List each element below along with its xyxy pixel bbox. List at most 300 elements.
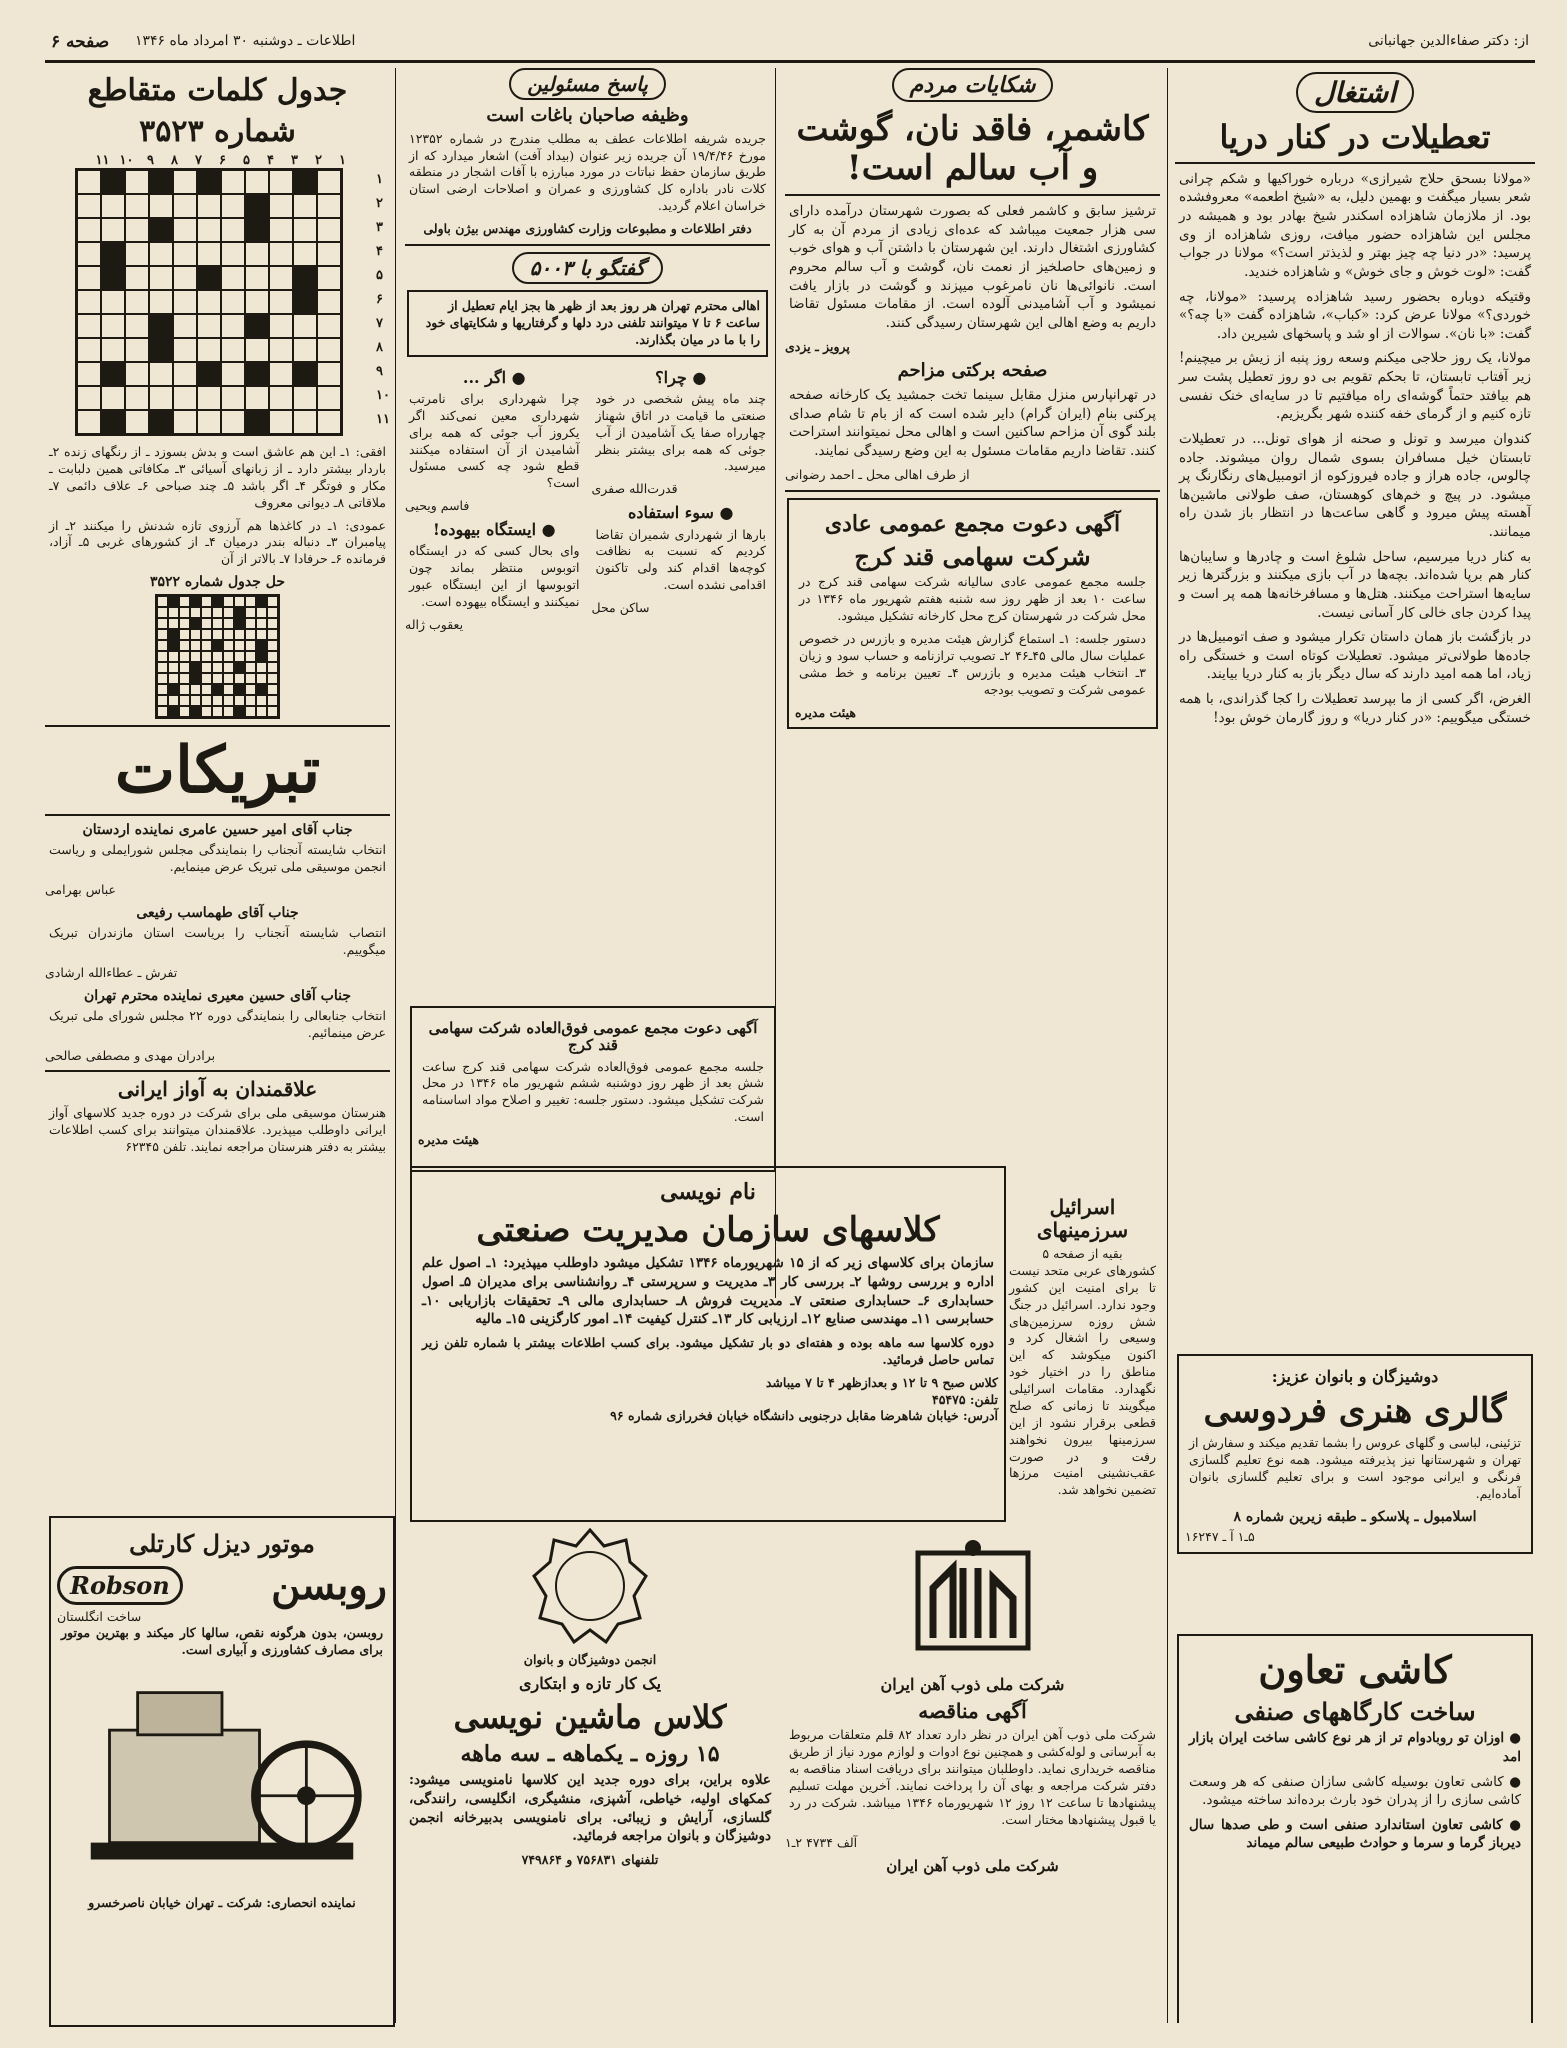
crossword-cell: [190, 607, 201, 618]
crossword-cell: [168, 629, 179, 640]
crossword-cell[interactable]: [125, 338, 149, 362]
crossword-cell: [179, 618, 190, 629]
crossword-cell: [157, 607, 168, 618]
crossword-cell: [201, 706, 212, 717]
crossword-cell[interactable]: [173, 410, 197, 434]
crossword-cell[interactable]: [77, 410, 101, 434]
column-rule: [1167, 68, 1168, 2023]
crossword-cell: [234, 651, 245, 662]
crossword-cell[interactable]: [77, 242, 101, 266]
crossword-cell: [256, 596, 267, 607]
crossword-cell[interactable]: [101, 290, 125, 314]
crossword-cell: [212, 618, 223, 629]
crossword-cell[interactable]: [293, 314, 317, 338]
crossword-cell[interactable]: [197, 410, 221, 434]
crossword-cell[interactable]: [125, 362, 149, 386]
crossword-cell[interactable]: [221, 266, 245, 290]
crossword-cell[interactable]: [125, 314, 149, 338]
crossword-cell: [201, 607, 212, 618]
crossword-cell[interactable]: [293, 410, 317, 434]
crossword-cell: [245, 695, 256, 706]
crossword-cell: [256, 640, 267, 651]
crossword-cell[interactable]: [125, 218, 149, 242]
israel-sub: بقیه از صفحه ۵: [1042, 1246, 1123, 1261]
page-label: صفحه ۶: [51, 32, 110, 52]
emblem-text: انجمن دوشیزگان و بانوان: [523, 1652, 657, 1667]
sub-body: در تهرانپارس منزل مقابل سینما تخت جمشید یک کارخانه صفحه پرکنی بنام (ایران گرام) دایر شده است که از بام تا شام صدای بلند گوی آن مزاحم ساکنین است و اهالی محل نمیتوانند استراحت کنند. تقاضا داریم مقامات مسئول به این وضع رسیدگی نمایند.: [789, 387, 1156, 459]
phone-talk-logo: گفتگو با ۵۰۰۳: [512, 252, 664, 284]
crossword-cell: [245, 640, 256, 651]
class-phone: تلفن: ۴۵۴۷۵: [932, 1391, 998, 1407]
crossword-cell[interactable]: [245, 194, 269, 218]
crossword-cell: [223, 695, 234, 706]
crossword-cell: [256, 662, 267, 673]
crossword-cell: [201, 695, 212, 706]
class-title: کلاسهای سازمان مدیریت صنعتی: [476, 1210, 940, 1251]
crossword-cell: [190, 673, 201, 684]
crossword-cell[interactable]: [77, 362, 101, 386]
article-paragraph: وقتیکه دوباره بحضور رسید شاهزاده پرسید: «مولانا، چه خوردی؟» مولانا عرض کرد: «کباب»، شاهزاده گفت «با چه؟» گفت: «با نان». سوالات از او شد و پاسخهای شیرین داد.: [1179, 288, 1531, 342]
crossword-cell[interactable]: [293, 218, 317, 242]
crossword-cell[interactable]: [245, 170, 269, 194]
why-heading: ● چرا؟: [655, 367, 707, 387]
tarkiat-sig: برادران مهدی و مصطفی صالحی: [45, 1047, 216, 1063]
crossword-cell: [212, 629, 223, 640]
row-number: ۵: [376, 268, 384, 283]
tarkiat-body: انتخاب جنابعالی را بنمایندگی دوره ۲۲ مجلس شورای ملی تبریک عرض مینمائیم.: [49, 1007, 386, 1040]
crossword-cell[interactable]: [149, 170, 173, 194]
crossword-cell[interactable]: [173, 266, 197, 290]
crossword-cell[interactable]: [221, 194, 245, 218]
crossword-cell[interactable]: [149, 290, 173, 314]
crossword-cell: [168, 640, 179, 651]
crossword-cell[interactable]: [173, 218, 197, 242]
crossword-cell[interactable]: [197, 290, 221, 314]
crossword-cell: [190, 629, 201, 640]
crossword-cell[interactable]: [101, 386, 125, 410]
crossword-cell: [157, 651, 168, 662]
robson-title: موتور دیزل کارتلی: [129, 1529, 315, 1558]
crossword-cell: [179, 673, 190, 684]
crossword-cell[interactable]: [197, 314, 221, 338]
crossword-cell[interactable]: [221, 362, 245, 386]
crossword-cell[interactable]: [173, 386, 197, 410]
crossword-cell: [245, 607, 256, 618]
crossword-cell[interactable]: [149, 410, 173, 434]
col-number: ۴: [267, 153, 274, 168]
crossword-cell: [168, 596, 179, 607]
crossword-cell[interactable]: [317, 314, 341, 338]
crossword-cell: [157, 695, 168, 706]
crossword-cell: [157, 640, 168, 651]
crossword-cell[interactable]: [269, 410, 293, 434]
crossword-cell: [223, 662, 234, 673]
crossword-cell: [234, 607, 245, 618]
crossword-cell: [212, 607, 223, 618]
crossword-cell[interactable]: [197, 170, 221, 194]
crossword-cell: [212, 651, 223, 662]
column-1: [1175, 68, 1535, 2023]
crossword-cell[interactable]: [269, 386, 293, 410]
article-title: تعطیلات در کنار دریا: [1219, 118, 1491, 156]
crossword-cell[interactable]: [77, 386, 101, 410]
col-number: ۹: [147, 153, 154, 168]
crossword-cell: [212, 596, 223, 607]
extraordinary-meeting-ad: [410, 1006, 776, 1172]
crossword-cell: [234, 640, 245, 651]
crossword-cell[interactable]: [293, 362, 317, 386]
complaint-signature: پرویز ـ یزدی: [785, 338, 850, 354]
crossword-cell: [201, 651, 212, 662]
crossword-cell[interactable]: [245, 290, 269, 314]
crossword-cell[interactable]: [101, 362, 125, 386]
row-number: ۴: [376, 244, 384, 259]
crossword-cell: [256, 673, 267, 684]
engine-illustration: [72, 1667, 372, 1887]
crossword-cell: [201, 618, 212, 629]
crossword-cell: [223, 706, 234, 717]
crossword-cell: [190, 695, 201, 706]
crossword-cell[interactable]: [101, 170, 125, 194]
ad-company: شرکت سهامی قند کرج: [854, 541, 1091, 571]
typing-subtitle: ۱۵ روزه ـ یکماهه ـ سه ماهه: [460, 1741, 720, 1768]
crossword-cell[interactable]: [77, 314, 101, 338]
crossword-cell: [267, 673, 278, 684]
crossword-cell[interactable]: [293, 290, 317, 314]
crossword-cell[interactable]: [221, 314, 245, 338]
crossword-cell[interactable]: [221, 170, 245, 194]
crossword-cell[interactable]: [125, 266, 149, 290]
crossword-number: شماره ۳۵۲۳: [139, 113, 296, 149]
crossword-cell: [179, 629, 190, 640]
crossword-cell[interactable]: [221, 338, 245, 362]
tarkiat-title: تبریکات: [114, 733, 321, 809]
crossword-cell[interactable]: [245, 314, 269, 338]
crossword-cell[interactable]: [269, 338, 293, 362]
crossword-cell: [190, 706, 201, 717]
robson-footer: نماینده انحصاری: شرکت ـ تهران خیابان ناصرخسرو: [88, 1895, 356, 1911]
crossword-cell[interactable]: [269, 362, 293, 386]
crossword-cell: [256, 629, 267, 640]
crossword-cell: [212, 673, 223, 684]
crossword-cell[interactable]: [317, 290, 341, 314]
crossword-cell[interactable]: [269, 266, 293, 290]
complaint-headline: کاشمر، فاقد نان، گوشت و آب سالم است!: [796, 109, 1149, 189]
crossword-cell: [157, 596, 168, 607]
crossword-cell[interactable]: [197, 194, 221, 218]
crossword-cell[interactable]: [173, 242, 197, 266]
crossword-cell: [267, 596, 278, 607]
crossword-cell: [245, 684, 256, 695]
gallery-ad: [1177, 1354, 1533, 1554]
crossword-cell[interactable]: [101, 266, 125, 290]
crossword-cell[interactable]: [125, 386, 149, 410]
tile-subtitle: ساخت کارگاههای صنفی: [1234, 1696, 1476, 1726]
crossword-cell[interactable]: [317, 242, 341, 266]
ad-title: آگهی دعوت مجمع عمومی عادی: [824, 510, 1121, 537]
crossword-cell: [234, 684, 245, 695]
crossword-cell: [190, 684, 201, 695]
crossword-grid[interactable]: [75, 168, 343, 436]
crossword-cell[interactable]: [77, 266, 101, 290]
crossword-cell: [201, 673, 212, 684]
management-class-ad: [410, 1166, 1006, 1522]
crossword-cell[interactable]: [293, 338, 317, 362]
crossword-cell: [267, 706, 278, 717]
crossword-cell: [212, 640, 223, 651]
complaint-body: ترشیز سابق و کاشمر فعلی که بصورت شهرستان درآمده دارای سی هزار جمعیت میباشد که عده‌ای زیادی از مردم آن به کار کشاورزی اشتغال دارند. این شهرستان با داشتن آب و هوای خوب و زمین‌های حاصلخیز از نعمت نان، گوشت و آب سالم محروم است. نانوائی‌ها نان نامرغوب میپزند و گوشت در بازار یافت نمیشود و آب آشامیدنی آلوده است. از مقامات مسئول تقاضا داریم به وضع اهالی این شهرستان رسیدگی کنند.: [789, 203, 1156, 331]
ad-title: آگهی دعوت مجمع عمومی فوق‌العاده شرکت سهامی قند کرج: [428, 1019, 758, 1055]
response-headline: وظیفه صاحبان باغات است: [486, 105, 689, 126]
tile-item: ● اوزان تو روبادوام تر از هر نوع کاشی ساخت ایران بازار امد: [1189, 1730, 1521, 1765]
crossword-cell[interactable]: [125, 410, 149, 434]
crossword-cell[interactable]: [125, 290, 149, 314]
crossword-cell[interactable]: [77, 218, 101, 242]
col-number: ۵: [243, 153, 250, 168]
station-heading: ● ایستگاه بیهوده!: [432, 520, 556, 540]
crossword-cell[interactable]: [317, 170, 341, 194]
crossword-cell: [245, 596, 256, 607]
crossword-cell[interactable]: [149, 314, 173, 338]
article-paragraph: در بازگشت باز همان داستان تکرار میشود و صف اتومبیل‌ها در جاده‌ها طولانی‌تر میشود. تعطیلات کوتاه است و خستگی راه زیاد، اما همه امید دارند که سال دیگر باز به کنار دریا بیایند.: [1179, 629, 1531, 683]
author-top: از: دکتر صفاءالدین جهانبانی: [1368, 33, 1529, 49]
crossword-cell: [267, 662, 278, 673]
crossword-cell[interactable]: [317, 194, 341, 218]
crossword-cell: [234, 629, 245, 640]
crossword-cell[interactable]: [173, 194, 197, 218]
crossword-cell[interactable]: [197, 266, 221, 290]
crossword-cell[interactable]: [317, 266, 341, 290]
crossword-cell[interactable]: [221, 290, 245, 314]
music-title: علاقمندان به آواز ایرانی: [117, 1077, 318, 1102]
crossword-cell[interactable]: [269, 170, 293, 194]
col-number: ۲: [315, 153, 322, 168]
crossword-cell[interactable]: [245, 338, 269, 362]
col-number: ۱۱: [95, 153, 110, 168]
crossword-cell[interactable]: [269, 194, 293, 218]
crossword-cell: [190, 651, 201, 662]
tile-name: کاشی تعاون: [1258, 1647, 1452, 1692]
crossword-cell[interactable]: [173, 314, 197, 338]
crossword-cell: [267, 629, 278, 640]
crossword-cell: [267, 607, 278, 618]
sub-signature: از طرف اهالی محل ـ احمد رضوانی: [785, 466, 970, 482]
crossword-cell[interactable]: [317, 410, 341, 434]
gallery-intro: دوشیزگان و بانوان عزیز:: [1271, 1367, 1439, 1386]
crossword-cell[interactable]: [293, 194, 317, 218]
class-hours: کلاس صبح ۹ تا ۱۲ و بعدازظهر ۴ تا ۷ میباشد: [765, 1374, 998, 1390]
crossword-cell: [179, 607, 190, 618]
crossword-cell[interactable]: [317, 338, 341, 362]
crossword-cell: [179, 706, 190, 717]
crossword-cell: [179, 695, 190, 706]
crossword-cell[interactable]: [293, 242, 317, 266]
crossword-cell[interactable]: [173, 362, 197, 386]
ad-agenda: دستور جلسه: ۱ـ استماع گزارش هیئت مدیره و بازرس در خصوص عملیات سال مالی ۴۵ـ۴۶ ۲ـ تصویب ترازنامه و حساب سود و زیان ۳ـ انتخاب هیئت مدیره و بازرس ۴ـ تعیین برنامه و خط مشی عمومی شرکت و تصویب بودجه: [799, 631, 1147, 697]
robson-subtitle: ساخت انگلستان: [57, 1608, 142, 1624]
crossword-cell: [212, 684, 223, 695]
tarkiat-sig: تفرش ـ عطاءالله ارشادی: [45, 964, 178, 980]
column-rule: [395, 68, 396, 2023]
iron-body: شرکت ملی ذوب آهن ایران در نظر دارد تعداد ۸۲ قلم متعلقات مربوط به آبرسانی و لوله‌کشی و همچنین نوع ادوات و لوازم مورد نیاز از طریق مناقصه خریداری نماید. داوطلبان میتوانند برای دریافت اسناد مناقصه به دفتر شرکت مراجعه و بهای آن را پرداخت نمایند. آخرین مهلت تسلیم پیشنهادها تا ساعت ۱۲ روز ۱۲ شهریورماه ۱۳۴۶ میباشد. شرکت در رد یا قبول پیشنهادها مختار است.: [789, 1727, 1157, 1827]
crossword-cell: [168, 651, 179, 662]
iron-code: آلف ۴۷۳۴ ۲ـ۱: [785, 1834, 858, 1850]
row-number: ۳: [376, 220, 384, 235]
crossword-cell[interactable]: [269, 218, 293, 242]
responses-logo: پاسخ مسئولین: [509, 68, 666, 100]
crossword-cell[interactable]: [149, 218, 173, 242]
crossword-cell: [157, 618, 168, 629]
crossword-cell: [168, 607, 179, 618]
crossword-cell: [157, 684, 168, 695]
class-address: آدرس: خیابان شاهرضا مقابل درجنوبی دانشگاه خیابان فخررازی شماره ۹۶: [610, 1408, 998, 1424]
crossword-cell: [201, 629, 212, 640]
crossword-cell[interactable]: [149, 266, 173, 290]
phone-talk-box: اهالی محترم تهران هر روز بعد از ظهر ها بجز ایام تعطیل از ساعت ۶ تا ۷ میتوانند تلفنی درد دلها و گرفتاریها و شکایتهای خود را با ما در میان بگذارند.: [407, 290, 768, 357]
crossword-cell: [223, 629, 234, 640]
col-number: ۸: [171, 153, 178, 168]
crossword-cell[interactable]: [173, 170, 197, 194]
response-signature: دفتر اطلاعات و مطبوعات وزارت کشاورزی مهندس بیژن باولی: [423, 221, 752, 237]
signature: فاسم ویحیی: [405, 498, 470, 514]
crossword-cell: [157, 629, 168, 640]
signature: یعقوب ژاله: [405, 616, 464, 632]
crossword-cell: [245, 662, 256, 673]
crossword-cell: [168, 618, 179, 629]
crossword-cell[interactable]: [77, 338, 101, 362]
crossword-cell[interactable]: [197, 386, 221, 410]
crossword-cell[interactable]: [101, 338, 125, 362]
crossword-cell: [267, 651, 278, 662]
crossword-cell[interactable]: [293, 266, 317, 290]
crossword-cell: [234, 706, 245, 717]
crossword-cell: [267, 684, 278, 695]
crossword-cell[interactable]: [77, 170, 101, 194]
article-paragraph: «مولانا بسحق حلاج شیرازی» درباره خوراکیها و شکم چرانی شعر بسیار میگفت و بهمین دلیل، به «شیخ اطعمه» معروفشده بود. از ملازمان شاهزاده اسکندر شیخ بهادر بود و همیشه در مجلس این شاهزاده حضور میافت، روزی شاهزاده از وی پرسید: «در دنیا چه چیز بهتر و لذیذتر است؟» مولانا در جواب گفت: «لوت خوش و جای خوش» و شاهزاده خندید.: [1179, 170, 1531, 280]
crossword-cell[interactable]: [317, 386, 341, 410]
crossword-cell: [267, 640, 278, 651]
crossword-cell: [201, 640, 212, 651]
crossword-cell[interactable]: [77, 290, 101, 314]
crossword-cell[interactable]: [197, 362, 221, 386]
crossword-cell[interactable]: [173, 338, 197, 362]
robson-brand-fa: روبسن: [271, 1561, 387, 1609]
crossword-cell[interactable]: [293, 386, 317, 410]
crossword-cell: [223, 607, 234, 618]
crossword-cell: [245, 673, 256, 684]
crossword-cell[interactable]: [149, 242, 173, 266]
article-paragraph: کندوان میرسد و تونل و صحنه از هوای تونل... در تعطیلات تابستان خیل مسافران بسوی شمال روان میشوند. جاده چالوس، جاده هراز و جاده فیروزکوه از اتومبیل‌های رنگارنگ پر میشود. در پیچ و خم‌های کوهستان، صف طولانی ماشین‌ها آهسته پیش میرود و گاهی ساعت‌ها در انتظار باز شدن راه میمانند.: [1179, 430, 1531, 541]
crossword-cell[interactable]: [245, 362, 269, 386]
tile-ad: [1177, 1634, 1533, 2023]
crossword-cell: [223, 673, 234, 684]
ad-body: جلسه مجمع عمومی فوق‌العاده شرکت سهامی قند کرج ساعت شش بعد از ظهر روز دوشنبه ششم شهریور ماه ۱۳۴۶ در محل شرکت تشکیل میشود. دستور جلسه: تغییر و اصلاح مواد اساسنامه است.: [422, 1058, 764, 1125]
crossword-cell[interactable]: [245, 242, 269, 266]
crossword-cell: [168, 695, 179, 706]
crossword-cell: [201, 684, 212, 695]
crossword-cell: [179, 596, 190, 607]
ad-footer: هیئت مدیره: [418, 1132, 479, 1147]
crossword-cell: [212, 706, 223, 717]
crossword-cell[interactable]: [149, 338, 173, 362]
crossword-cell[interactable]: [293, 170, 317, 194]
crossword-cell[interactable]: [245, 266, 269, 290]
crossword-cell[interactable]: [221, 242, 245, 266]
crossword-cell[interactable]: [317, 218, 341, 242]
crossword-cell: [234, 695, 245, 706]
crossword-cell[interactable]: [245, 218, 269, 242]
typing-class-ad: [405, 1520, 775, 2020]
sugar-general-meeting-ad: [787, 498, 1158, 730]
crossword-cell[interactable]: [101, 314, 125, 338]
crossword-cell[interactable]: [221, 410, 245, 434]
tarkiat-body: انتصاب شایسته آنجناب را بریاست استان مازندران تبریک میگوییم.: [49, 925, 386, 957]
crossword-cell[interactable]: [245, 410, 269, 434]
association-emblem: [530, 1526, 650, 1646]
crossword-cell[interactable]: [149, 362, 173, 386]
crossword-cell: [179, 684, 190, 695]
crossword-cell: [245, 706, 256, 717]
row-number: ۱۱: [376, 412, 390, 427]
crossword-cell[interactable]: [245, 386, 269, 410]
solution-title: حل جدول شماره ۳۵۲۲: [149, 574, 286, 591]
crossword-cell[interactable]: [101, 218, 125, 242]
crossword-cell: [223, 651, 234, 662]
robson-body: روبسن، بدون هرگونه نقص، سالها کار میکند و بهترین موتور برای مصارف کشاورزی و آبیاری است.: [61, 1625, 383, 1658]
row-number: ۸: [376, 340, 384, 355]
article-paragraph: به کنار دریا میرسیم، ساحل شلوغ است و چادرها و سایبان‌ها کنار هم برپا شده‌اند. بچه‌ها در آب بازی میکنند و بزرگترها زیر سایه‌ها استراحت میکنند. هتل‌ها و مسافرخانه‌ها همه پر است و پیدا کردن جای خالی کار آسانی نیست.: [1179, 548, 1531, 621]
section-logo: اشتغال: [1296, 72, 1414, 113]
crossword-cell: [256, 684, 267, 695]
crossword-cell[interactable]: [269, 242, 293, 266]
crossword-cell: [223, 640, 234, 651]
tile-item: ● کاشی تعاون استاندارد صنفی است و طی صدها سال دیرباز گرما و سرما و حوادث طبیعی سالم میماند: [1189, 1816, 1521, 1852]
crossword-cell: [212, 662, 223, 673]
crossword-cell[interactable]: [125, 194, 149, 218]
crossword-cell[interactable]: [221, 218, 245, 242]
crossword-cell: [256, 607, 267, 618]
crossword-cell[interactable]: [149, 194, 173, 218]
crossword-cell: [179, 640, 190, 651]
crossword-cell[interactable]: [197, 218, 221, 242]
crossword-cell[interactable]: [77, 194, 101, 218]
crossword-cell: [256, 651, 267, 662]
crossword-cell[interactable]: [197, 338, 221, 362]
crossword-cell[interactable]: [149, 386, 173, 410]
crossword-cell[interactable]: [101, 194, 125, 218]
crossword-cell[interactable]: [125, 242, 149, 266]
row-number: ۹: [376, 364, 384, 379]
typing-phone: تلفنهای ۷۵۶۸۳۱ و ۷۴۹۸۶۴: [521, 1851, 659, 1867]
crossword-cell: [267, 695, 278, 706]
crossword-cell: [245, 629, 256, 640]
iron-title: آگهی مناقصه: [918, 1699, 1027, 1724]
crossword-cell[interactable]: [125, 170, 149, 194]
crossword-cell: [234, 673, 245, 684]
crossword-cell: [234, 662, 245, 673]
crossword-cell[interactable]: [317, 362, 341, 386]
crossword-cell[interactable]: [173, 290, 197, 314]
crossword-cell: [245, 651, 256, 662]
clues-down: عمودی: ۱ـ در کاغذها هم آرزوی تازه شدنش را میکنند ۲ـ از پیامبران ۳ـ دنباله بندر درمیان ۴ـ از کشورهای غربی ۵ـ آزاد، فرمانده ۶ـ حرفادا ۷ـ بالاتر از آن: [49, 517, 386, 567]
subheading: صفحه برکتی مزاحم: [897, 360, 1048, 382]
crossword-cell[interactable]: [197, 242, 221, 266]
crossword-cell[interactable]: [221, 386, 245, 410]
crossword-cell[interactable]: [101, 410, 125, 434]
crossword-cell[interactable]: [269, 290, 293, 314]
crossword-cell[interactable]: [101, 242, 125, 266]
crossword-cell[interactable]: [269, 314, 293, 338]
